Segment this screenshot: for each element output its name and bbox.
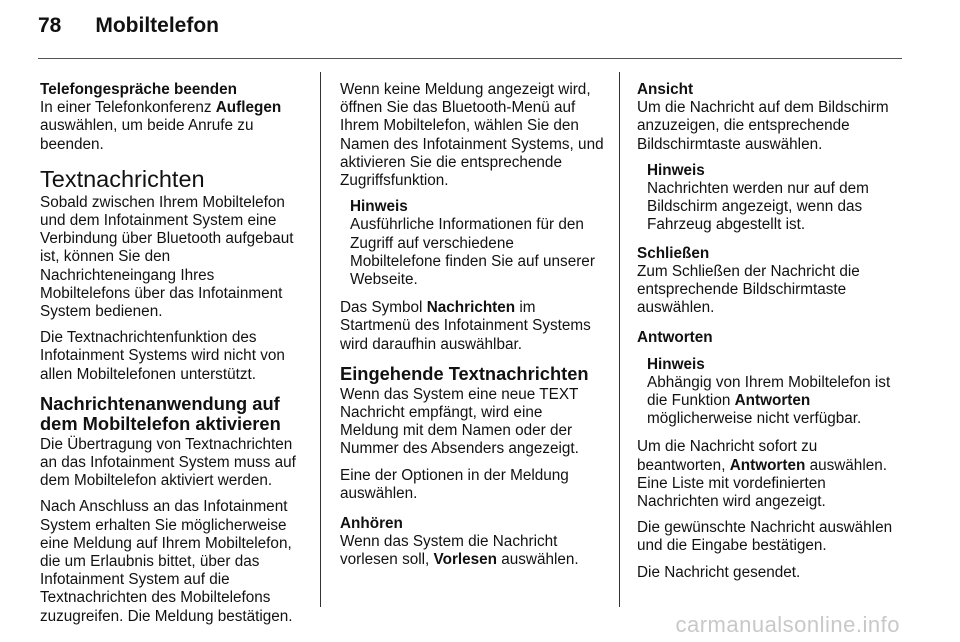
column-divider — [320, 72, 321, 607]
subsection-heading: Eingehende Textnachrichten — [340, 362, 589, 384]
header-divider — [38, 58, 902, 59]
section-label: Ansicht — [637, 81, 694, 98]
note-box — [647, 356, 903, 429]
paragraph: Um die Nachricht auf dem Bildschirm anzuzeigen, die entsprechende Bildschirmtaste auswählen. — [637, 99, 889, 153]
note-label: Hinweis — [647, 355, 705, 373]
paragraph: Nach Anschluss an das Infotainment System erhalten Sie möglicherweise eine Meldung auf Ihrem Mobiltelefon, die um Erlaubnis bittet, über das Infotainment System auf die Textnachrichten des Mobiltelefons zuzugreifen. Die Meldung bestätigen. — [40, 498, 293, 625]
note-box — [647, 162, 903, 235]
paragraph: Die Übertragung von Textnachrichten an das Infotainment System muss auf dem Mobiltelefon aktiviert werden. — [40, 435, 296, 490]
paragraph: Die gewünschte Nachricht auswählen und die Eingabe bestätigen. — [637, 519, 893, 555]
note-text: Nachrichten werden nur auf dem Bildschirm angezeigt, wenn das Fahrzeug abgestellt ist. — [647, 180, 869, 234]
paragraph: Wenn keine Meldung angezeigt wird, öffnen Sie das Bluetooth-Menü auf Ihrem Mobiltelefon, wählen Sie den Namen des Infotainment Systems, und aktivieren Sie die entsprechende Zugriffsfunktion. — [340, 81, 604, 190]
paragraph: Wenn das System eine neue TEXT Nachricht empfängt, wird eine Meldung mit dem Namen oder der Nummer des Absenders angezeigt. — [340, 385, 579, 458]
subsection-heading: Nachrichtenanwendung auf dem Mobiltelefon aktivieren — [40, 392, 281, 434]
paragraph: Die Nachricht gesendet. — [637, 563, 801, 581]
section-heading: Textnachrichten — [40, 165, 205, 192]
watermark: carmanualsonline.info — [675, 612, 900, 637]
paragraph: Um die Nachricht sofort zu beantworten, Antworten auswählen. Eine Liste mit vordefinierten Nachrichten wird angezeigt. — [637, 438, 887, 511]
column-divider — [619, 72, 620, 607]
section-label: Anhören — [340, 515, 403, 533]
paragraph: Eine der Optionen in der Meldung auswählen. — [340, 466, 569, 502]
note-text: Ausführliche Informationen für den Zugriff auf verschiedene Mobiltelefone finden Sie auf unserer Webseite. — [350, 216, 595, 289]
note-text: Abhängig von Ihrem Mobiltelefon ist die Funktion Antworten möglicherweise nicht verfügbar. — [647, 373, 891, 428]
paragraph: Zum Schließen der Nachricht die entsprechende Bildschirmtaste auswählen. — [637, 262, 860, 317]
page-title: Mobiltelefon — [95, 14, 220, 37]
column-3 — [637, 81, 903, 590]
note-label: Hinweis — [350, 198, 408, 216]
note-label: Hinweis — [647, 161, 705, 179]
paragraph: In einer Telefonkonferenz Auflegen auswählen, um beide Anrufe zu beenden. — [40, 99, 282, 153]
paragraph: Sobald zwischen Ihrem Mobiltelefon und dem Infotainment System eine Verbindung über Bluetooth aufgebaut ist, können Sie den Nachrichteneingang Ihres Mobiltelefons über das Infotainment System bedienen. — [40, 193, 294, 321]
section-label: Telefongespräche beenden — [40, 81, 237, 98]
section-label: Schließen — [637, 244, 710, 262]
column-1 — [40, 81, 304, 634]
paragraph: Die Textnachrichtenfunktion des Infotainment Systems wird nicht von allen Mobiltelefonen unterstützt. — [40, 329, 285, 383]
paragraph: Das Symbol Nachrichten im Startmenü des Infotainment Systems wird daraufhin auswählbar. — [340, 299, 591, 353]
section-label: Antworten — [637, 329, 713, 347]
page-number: 78 — [38, 14, 62, 37]
column-2 — [340, 81, 604, 578]
page-header — [38, 14, 219, 54]
note-box — [350, 198, 604, 289]
paragraph: Wenn das System die Nachricht vorlesen soll, Vorlesen auswählen. — [340, 533, 579, 569]
